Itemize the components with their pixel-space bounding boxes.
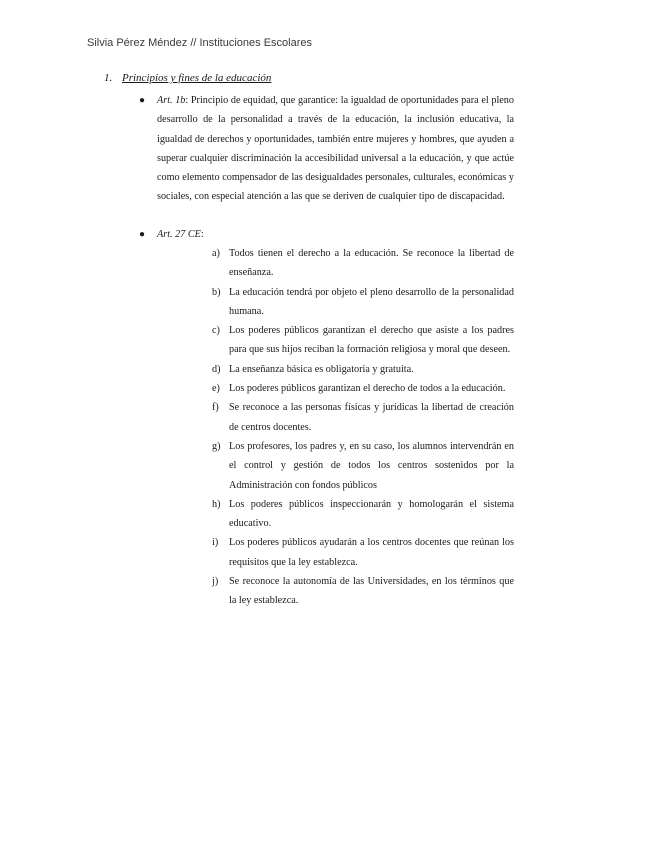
item-letter: c) [212,325,220,337]
section-heading [104,72,271,84]
item-text: Los poderes públicos ayudarán a los centros docentes que reúnan los requisitos que la ley establezca. [229,537,514,568]
bullet-article-27ce [139,225,514,244]
article-ref: Art. 27 CE [157,229,201,240]
list-item [212,495,514,534]
item-letter: j) [212,576,219,588]
list-item [212,360,514,379]
item-text: Los poderes públicos garantizan el derecho que asiste a los padres para que sus hijos reciban la formación religiosa y moral que deseen. [229,325,514,356]
item-letter: i) [212,537,219,549]
item-text: Se reconoce a las personas físicas y jurídicas la libertad de creación de centros docentes. [229,402,514,433]
list-item [212,398,514,437]
article-ref: Art. 1b [157,95,186,106]
section-title: Principios y fines de la educación [122,72,272,84]
item-letter: a) [212,248,220,259]
item-letter: f) [212,402,219,414]
list-item [212,379,514,398]
page-header: Silvia Pérez Méndez // Instituciones Escolares [87,37,312,49]
list-item [212,533,514,572]
item-text: Los profesores, los padres y, en su caso, los alumnos intervendrán en el control y gestión de todos los centros sostenidos por la Administración con fondos públicos [229,440,514,491]
section-number: 1. [104,72,113,84]
list-item [212,572,514,611]
article-body: : [200,229,204,240]
bullet-dot: ● [139,95,146,106]
article-27-list [212,244,514,611]
item-text: La educación tendrá por objeto el pleno desarrollo de la personalidad humana. [229,286,514,317]
item-text: Se reconoce la autonomía de las Universidades, en los términos que la ley establezca. [229,576,514,607]
item-letter: h) [212,498,221,510]
item-letter: b) [212,286,221,298]
bullet-text [157,225,514,244]
item-text: Los poderes públicos garantizan el derecho de todos a la educación. [229,383,506,395]
bullet-text [157,91,514,207]
bullet-article-1b [139,91,514,207]
item-letter: g) [212,440,221,452]
list-item [212,437,514,495]
item-text: Todos tienen el derecho a la educación. Se reconoce la libertad de enseñanza. [229,248,514,279]
article-body: : Principio de equidad, que garantice: la igualdad de oportunidades para el pleno desarrollo de la personalidad a través de la educación, la inclusión educativa, la igualdad de derechos y oportunidades, también entre mujeres y hombres, que ayuden a superar cualquier discriminación la accesibilidad universal a la educación, y que actúe como elemento compensador de las desigualdades personales, culturales, económicas y sociales, con especial atención a las que se deriven de cualquier tipo de discapacidad. [157,95,514,203]
list-item [212,321,514,360]
list-item [212,244,514,283]
bullet-dot: ● [139,229,146,240]
item-letter: e) [212,383,220,395]
item-letter: d) [212,363,221,375]
item-text: La enseñanza básica es obligatoria y gratuita. [229,363,414,375]
list-item [212,283,514,322]
item-text: Los poderes públicos inspeccionarán y homologarán el sistema educativo. [229,498,514,530]
